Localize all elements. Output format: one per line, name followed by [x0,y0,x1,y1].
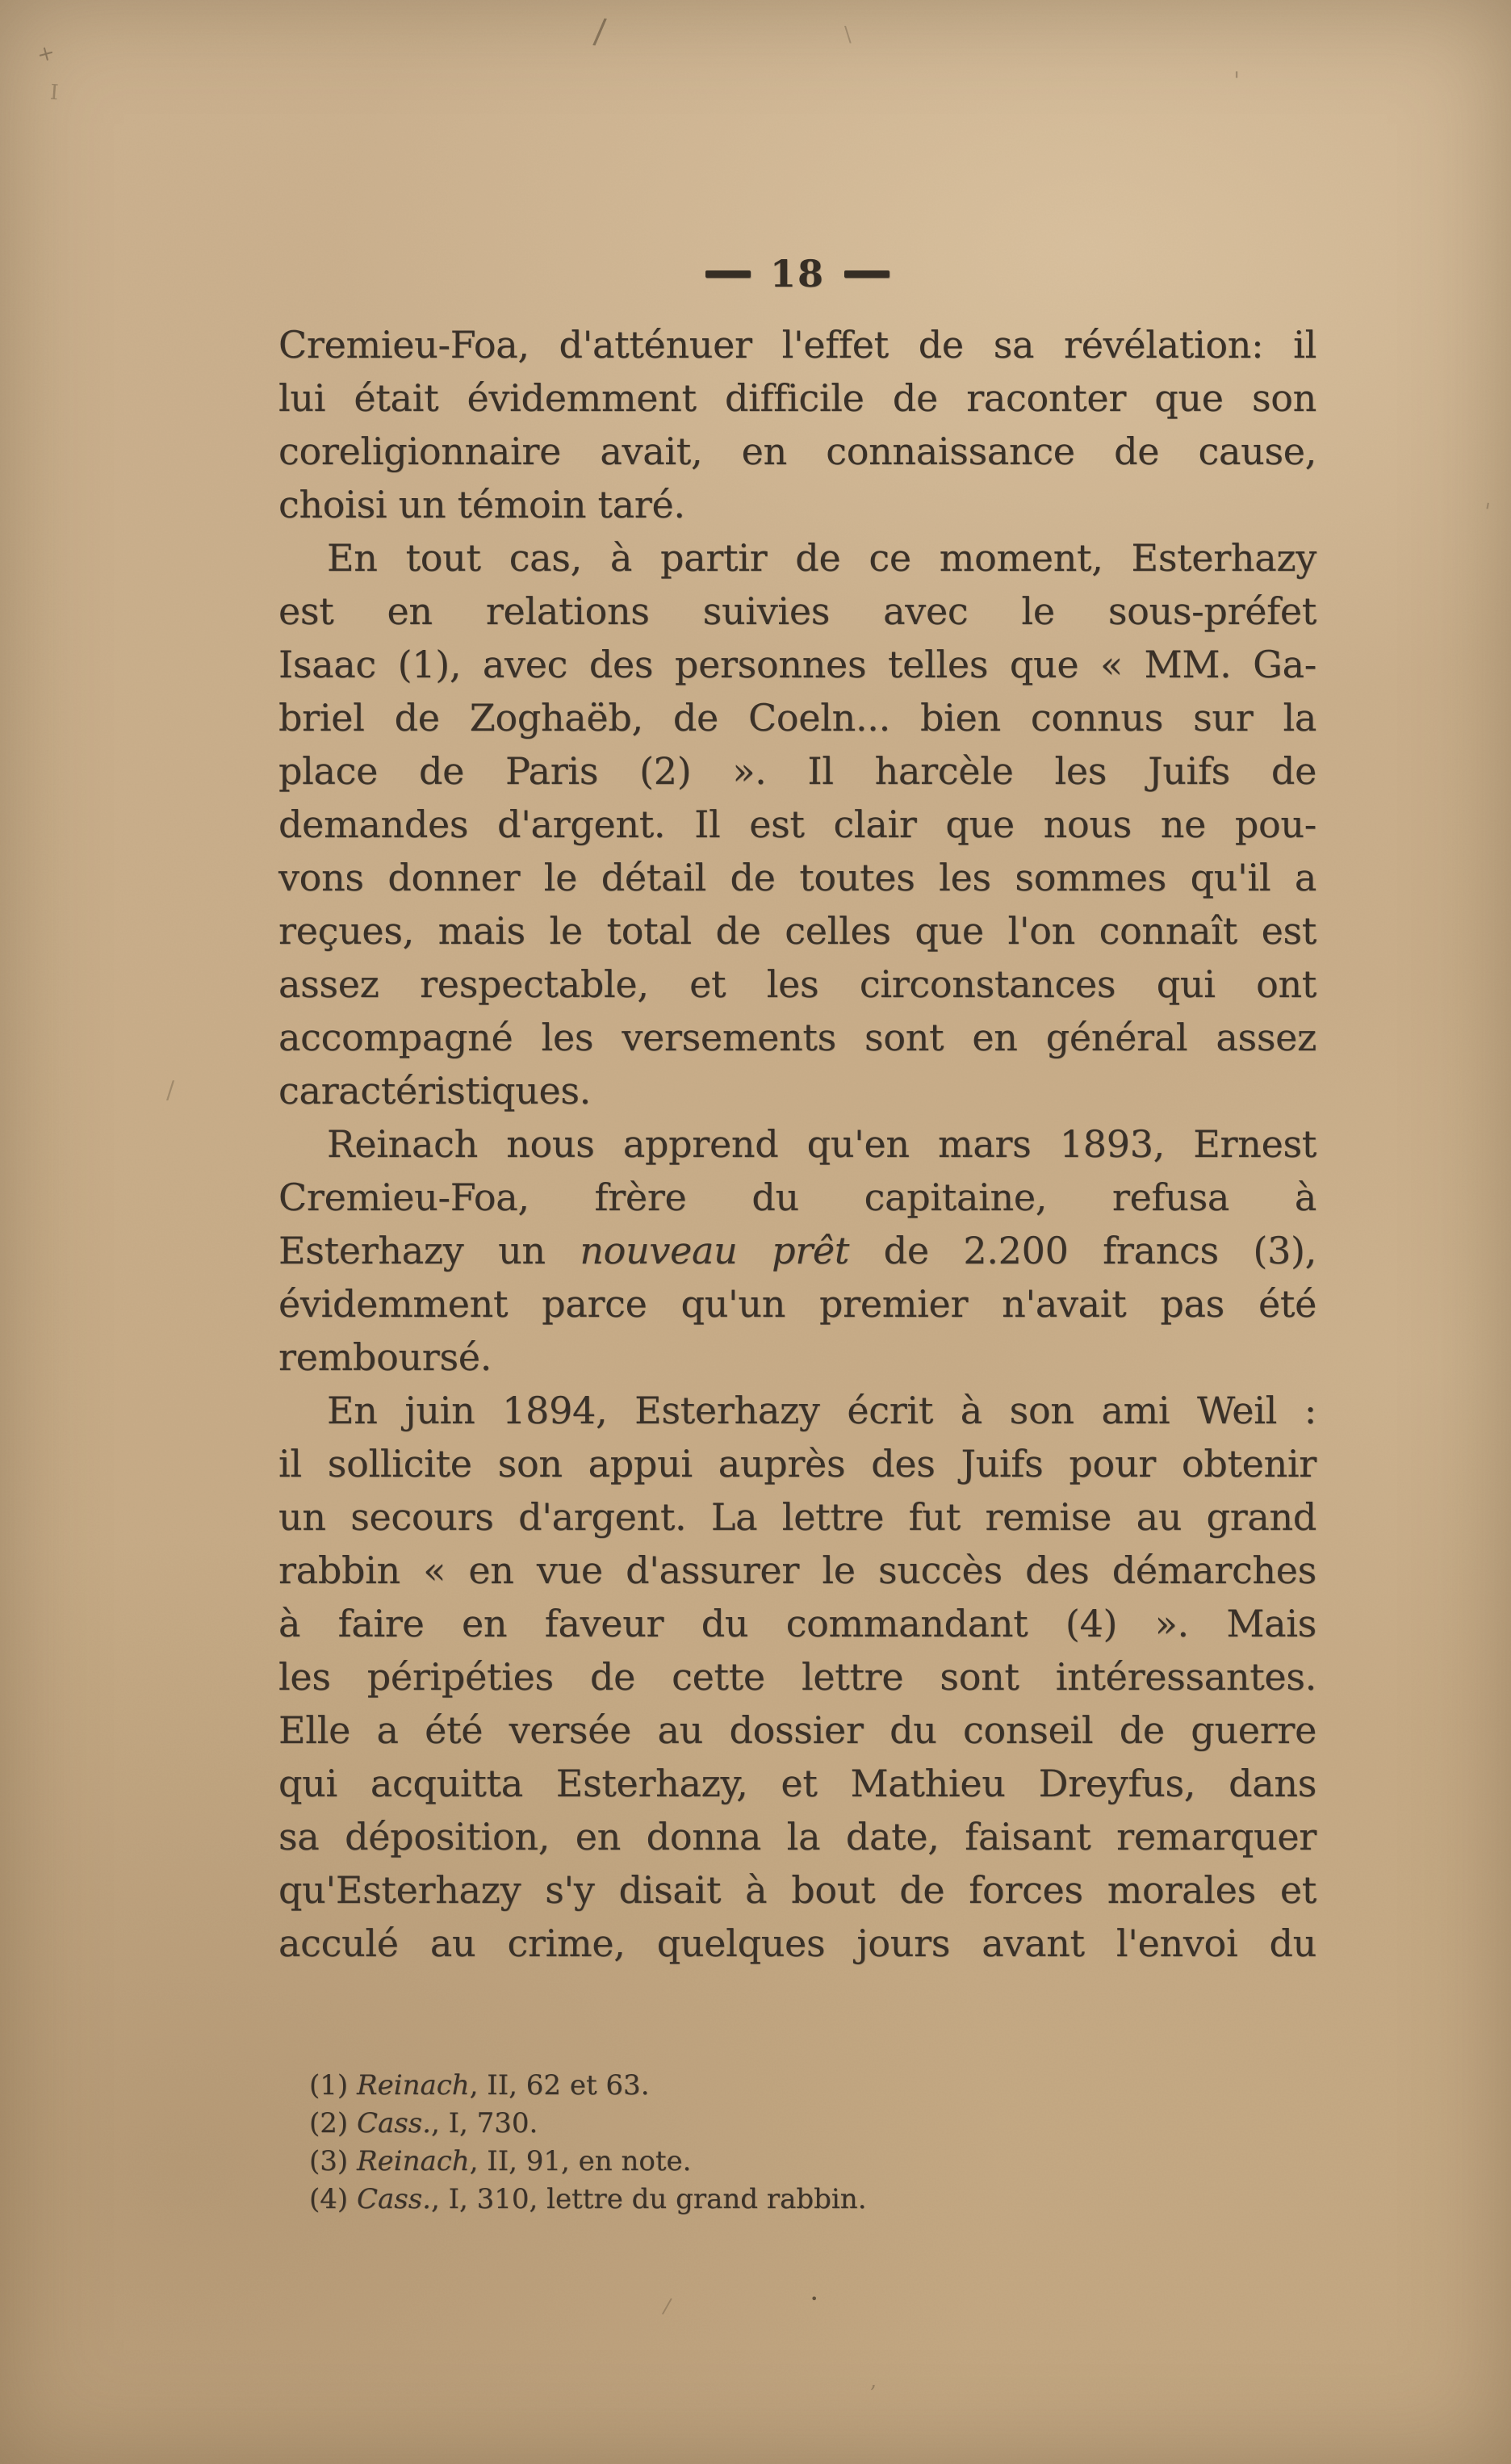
text-line [278,1544,1316,1597]
text-segment: de 2.200 francs (3), [849,1229,1317,1272]
italic-text-segment: Cass. [356,2183,431,2215]
text-segment: qui acquitta Esterhazy, et Mathieu Dreyfus, dans [278,1762,1316,1805]
text-segment: accompagné les versements sont en général assez [278,1016,1316,1059]
text-line [278,425,1316,478]
text-segment: caractéristiques. [278,1069,592,1113]
text-segment: reçues, mais le total de celles que l'on connaît est [278,909,1316,953]
text-segment: place de Paris (2) ». Il harcèle les Juifs de [278,749,1316,793]
paper-speck: / [592,10,608,52]
text-line [278,1277,1316,1330]
text-segment: briel de Zoghaëb, de Coeln... bien connus sur la [278,696,1316,740]
text-segment: Cremieu-Foa, frère du capitaine, refusa à [278,1175,1316,1219]
text-line [278,318,1316,371]
paper-speck: • [810,2291,818,2307]
text-line [278,531,1316,585]
text-segment: évidemment parce qu'un premier n'avait pas été [278,1282,1316,1326]
italic-text-segment: Reinach [356,2069,470,2102]
text-segment: (3) [309,2145,357,2177]
text-line [278,585,1316,638]
text-line [278,1810,1316,1863]
text-segment: sa déposition, en donna la date, faisant remarquer [278,1815,1316,1858]
text-segment: assez respectable, et les circonstances qui ont [278,962,1316,1006]
text-segment: Elle a été versée au dossier du conseil de guerre [278,1708,1316,1752]
text-segment: choisi un témoin taré. [278,483,685,526]
text-segment: acculé au crime, quelques jours avant l'envoi du [278,1921,1316,1965]
text-segment: En juin 1894, Esterhazy écrit à son ami Weil : [327,1389,1316,1432]
footnote-line [309,2067,1316,2105]
paragraph [278,1384,1316,1970]
text-line [278,1917,1316,1970]
text-segment: , II, 62 et 63. [469,2069,650,2102]
paper-speck: / [660,2294,673,2319]
text-line [278,904,1316,958]
text-segment: rabbin « en vue d'assurer le succès des démarches [278,1548,1316,1592]
text-line [278,1330,1316,1384]
paper-speck: ' [1481,497,1492,526]
text-line [278,478,1316,531]
text-line [278,1384,1316,1437]
text-line [278,1863,1316,1917]
text-segment: remboursé. [278,1335,492,1379]
footnote-line [309,2181,1316,2219]
paper-speck: I [48,80,60,106]
text-segment: Isaac (1), avec des personnes telles que « MM. Ga- [278,643,1316,686]
text-segment: (2) [309,2107,357,2139]
paragraph [278,531,1316,1117]
text-segment: vons donner le détail de toutes les sommes qu'il a [278,856,1316,899]
text-line [278,1437,1316,1490]
text-line [278,1597,1316,1650]
text-line [278,744,1316,798]
paper-speck: / [166,1076,175,1104]
text-segment: lui était évidemment difficile de raconter que son [278,376,1316,420]
text-segment: un secours d'argent. La lettre fut remise au grand [278,1495,1316,1539]
text-segment: , II, 91, en note. [469,2145,692,2177]
text-segment: à faire en faveur du commandant (4) ». Mais [278,1602,1316,1645]
text-line [278,1757,1316,1810]
text-segment: Reinach nous apprend qu'en mars 1893, Ernest [327,1122,1316,1166]
text-segment: est en relations suivies avec le sous-préfet [278,589,1316,633]
text-line [278,1224,1316,1277]
text-segment: , I, 730. [430,2107,538,2139]
paper-speck: , [870,2369,877,2393]
text-line [278,371,1316,425]
paper-speck: \ [844,23,852,47]
text-line [278,638,1316,691]
text-line [278,851,1316,904]
footnotes [278,2067,1316,2219]
italic-text-segment: Reinach [356,2145,470,2177]
page-header [278,252,1316,295]
text-line [278,1064,1316,1117]
paper-speck: ' [1233,67,1241,95]
italic-text-segment: Cass. [356,2107,431,2139]
text-segment: il sollicite son appui auprès des Juifs pour obtenir [278,1442,1316,1486]
text-segment: Cremieu-Foa, d'atténuer l'effet de sa révélation: il [278,323,1316,367]
text-segment: demandes d'argent. Il est clair que nous ne pou- [278,802,1316,846]
text-line [278,1011,1316,1064]
paragraph [278,318,1316,531]
text-line [278,958,1316,1011]
text-segment: (1) [309,2069,357,2102]
text-segment: (4) [309,2183,357,2215]
footnote-line [309,2105,1316,2143]
text-line [278,1650,1316,1703]
text-line [278,691,1316,744]
paper-speck: + [34,40,58,69]
body-text [278,318,1316,1970]
footnote-line [309,2143,1316,2181]
text-segment: qu'Esterhazy s'y disait à bout de forces morales et [278,1868,1316,1912]
text-line [278,798,1316,851]
page-number-dash-left [705,270,751,278]
page-number: 18 [769,252,825,295]
text-segment: les péripéties de cette lettre sont intéressantes. [278,1655,1316,1699]
page-number-dash-right [844,270,889,278]
text-line [278,1703,1316,1757]
text-segment: coreligionnaire avait, en connaissance de cause, [278,430,1316,473]
text-segment: Esterhazy un [278,1229,580,1272]
italic-text-segment: nouveau prêt [580,1229,850,1272]
text-segment: , I, 310, lettre du grand rabbin. [430,2183,867,2215]
text-line [278,1171,1316,1224]
text-line [278,1490,1316,1544]
text-line [278,1117,1316,1171]
text-segment: En tout cas, à partir de ce moment, Esterhazy [327,536,1316,580]
paragraph [278,1117,1316,1384]
